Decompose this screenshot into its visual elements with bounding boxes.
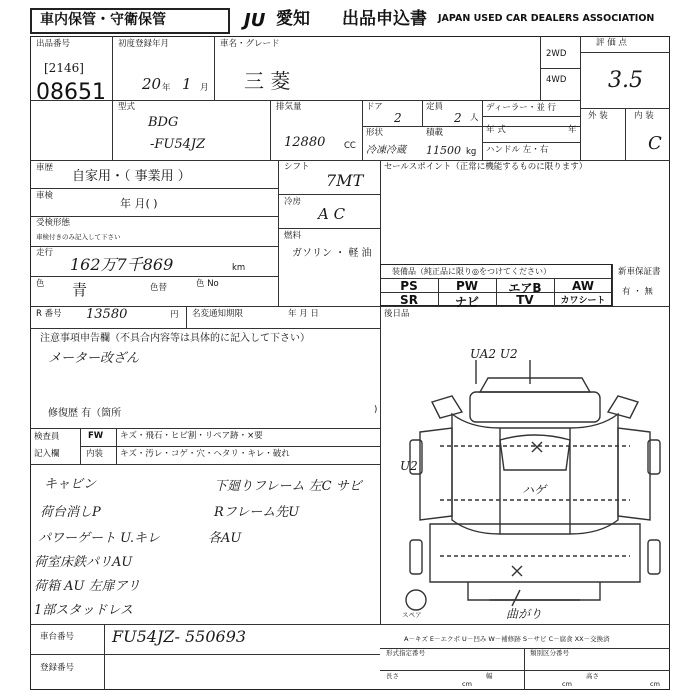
mileage-label: 走行 [36, 248, 54, 258]
remark-line: 荷箱 AU 左扉アリ [34, 579, 141, 594]
form-cert-label: 形式指定番号 [386, 649, 425, 657]
cc-unit: CC [344, 141, 356, 151]
diagram-center: ハゲ [522, 483, 547, 497]
load-value: 11500 [426, 144, 461, 157]
lot-no-label: 出品番号 [36, 39, 71, 49]
record-col-label: 記入欄 [34, 449, 60, 459]
naiso-label: 内装 [86, 449, 104, 459]
remark-right-line: Rフレーム先U [214, 505, 300, 520]
fuel-label: 燃料 [284, 231, 302, 241]
lot-no-value: 08651 [36, 80, 106, 105]
capacity-value: 2 [454, 111, 462, 125]
color-label: 色 [36, 279, 45, 289]
fw-label: FW [88, 431, 104, 441]
shape-value: 冷凍冷蔵 [366, 145, 406, 156]
kg-unit: kg [466, 147, 477, 157]
damage-legend: A－キズ E－エクボ U－凹み W－補修跡 S－サビ C－腐食 XX－交換済 [404, 635, 610, 643]
equipment-item: SR [400, 293, 418, 307]
cm-unit-1: cm [462, 680, 472, 688]
color-code-label: 色 No [196, 279, 219, 289]
inspection-ym: 年 月( ) [120, 197, 158, 210]
org-english: JAPAN USED CAR DEALERS ASSOCIATION [438, 13, 655, 24]
org-name: 愛知 [276, 9, 310, 29]
r-no-value: 13580 [86, 307, 128, 322]
exterior-label: 外 装 [588, 111, 608, 121]
grade-title: 評 価 点 [596, 38, 627, 48]
first-reg-year: 20 [142, 75, 162, 93]
remark-right-line: 各AU [208, 531, 242, 546]
color-value: 青 [72, 281, 88, 299]
chassis-no-label: 車台番号 [40, 632, 75, 642]
diagram-top-labels: UA2 U2 [470, 347, 518, 361]
width-label: 幅 [486, 672, 493, 680]
equipment-item: AW [572, 279, 594, 293]
spare-key-label: 後日品 [384, 309, 410, 319]
displacement-label: 排気量 [276, 102, 302, 112]
notes-value: メーター改ざん [48, 351, 140, 366]
equipment-item: TV [516, 293, 534, 307]
reg-no-label: 登録番号 [40, 663, 75, 673]
warranty-opts: 有 ・ 無 [622, 287, 653, 297]
acceptance-label: 受検形態 [36, 218, 71, 228]
model-label: 型式 [118, 102, 136, 112]
car-name-value: 三 菱 [244, 69, 291, 93]
acceptance-note: 車検付きのみ記入して下さい [36, 233, 121, 241]
repair-label: 修復歴 有（箇所 [48, 408, 122, 419]
length-label: 長さ [386, 672, 399, 680]
remark-line: パワーゲート U.キレ [38, 531, 160, 546]
fuel-value: ガソリン ・ 軽 油 [292, 248, 372, 259]
equipment-item: PW [455, 279, 479, 293]
spare-label: スペア [402, 611, 422, 619]
capacity-label: 定員 [426, 102, 444, 112]
remark-line: 荷台消しP [40, 505, 101, 520]
first-reg-year-unit: 年 [162, 83, 171, 93]
chassis-no-value: FU54JZ- 550693 [112, 627, 247, 646]
first-reg-month: 1 [182, 75, 192, 93]
cooler-value: A C [318, 205, 346, 223]
inspector-label: 検査員 [34, 432, 60, 442]
type-cat-label: 類別区分番号 [530, 649, 569, 657]
storage-badge-label: 車内保管・守衛保管 [40, 12, 166, 28]
equipment-label: 装備品（純正品に限り◎をつけてください） [392, 267, 551, 276]
cm-unit-3: cm [650, 680, 660, 688]
notes-label: 注意事項申告欄（不具合内容等は具体的に記入して下さい） [40, 333, 310, 344]
equipment-item: エアB [508, 281, 542, 295]
car-name-label: 車名・グレード [220, 39, 280, 49]
remark-line: 1部スタッドレス [34, 603, 133, 618]
history-label: 車歴 [36, 163, 54, 173]
diagram-left-label: U2 [400, 459, 418, 473]
r-no-label: R 番号 [36, 309, 62, 319]
drive-4wd: 4WD [546, 75, 567, 85]
repair-close: ) [374, 405, 378, 415]
sales-point-label: セールスポイント（正常に機能するものに限ります） [384, 162, 588, 172]
model-line1: BDG [148, 115, 179, 130]
ju-logo: JU [244, 10, 266, 31]
handle-label: ハンドル 左・右 [486, 145, 549, 155]
naiso-items: キズ・汚レ・コゲ・穴・ヘタリ・キレ・破れ [120, 449, 290, 459]
year-model-unit: 年 [568, 125, 577, 135]
equipment-item: PS [400, 279, 418, 293]
remark-line: 荷室床鉄パリAU [34, 555, 133, 570]
yen-unit: 円 [170, 310, 179, 320]
inspection-label: 車検 [36, 191, 54, 201]
dealer-label: ディーラー・並 行 [486, 103, 557, 113]
model-line2: -FU54JZ [150, 137, 206, 152]
remark-line: キャビン [44, 477, 97, 492]
doors-value: 2 [394, 111, 402, 125]
remark-right-line: 下廻りフレーム 左C サビ [214, 479, 362, 494]
shift-value: 7MT [326, 171, 364, 190]
first-reg-month-unit: 月 [200, 83, 209, 93]
fw-items: キズ・飛石・ヒビ割・リペア跡・×要 [120, 431, 263, 441]
person-unit: 人 [470, 113, 479, 123]
interior-label: 内 装 [634, 111, 654, 121]
shift-label: シフト [284, 162, 310, 172]
first-reg-label: 初度登録年月 [118, 39, 170, 49]
displacement-value: 12880 [284, 135, 326, 150]
diagram-bottom: 曲がり [506, 607, 543, 621]
shape-label: 形状 [366, 128, 384, 138]
equipment-item: カワシート [560, 296, 606, 306]
mileage-value: 162万7千869 [70, 255, 174, 274]
km-unit: km [232, 263, 246, 273]
interior-score: C [648, 133, 662, 154]
cm-unit-2: cm [562, 680, 572, 688]
drive-2wd: 2WD [546, 49, 567, 59]
grade-score: 3.5 [608, 68, 643, 93]
color-no-label: 色替 [150, 283, 168, 293]
year-model-label: 年 式 [486, 125, 506, 135]
warranty-label: 新車保証書 [618, 267, 661, 277]
form-title: 出品申込書 [342, 9, 427, 29]
height-label: 高さ [586, 672, 599, 680]
history-value: 自家用・（ 事業用 ） [72, 169, 191, 184]
lot-no-small: [2146] [44, 61, 84, 75]
load-label: 積載 [426, 128, 444, 138]
doors-label: ドア [366, 102, 383, 112]
title-deadline-label: 名変通知期限 [192, 309, 244, 319]
ymd-label: 年 月 日 [288, 309, 319, 319]
cooler-label: 冷房 [284, 197, 302, 207]
equipment-item: ナビ [454, 295, 479, 309]
